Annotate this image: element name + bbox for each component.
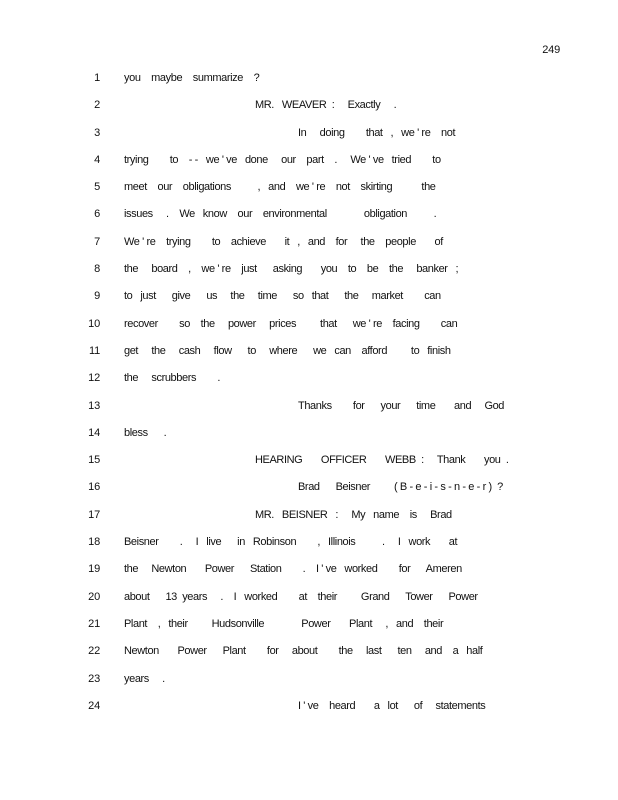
- line-number: 19: [88, 563, 100, 576]
- line-text: get the cash flow to where we can afford to finish: [124, 344, 451, 357]
- line-number: 24: [88, 699, 100, 712]
- line-text: Plant , their Hudsonville Power Plant , and their: [124, 617, 444, 630]
- line-number: 13: [88, 399, 100, 412]
- line-number: 22: [88, 645, 100, 658]
- transcript-line: [0, 287, 618, 314]
- line-text: Newton Power Plant for about the last ten and a half: [124, 645, 483, 658]
- line-number: 8: [94, 263, 100, 276]
- transcript-line: [0, 178, 618, 205]
- line-number: 7: [94, 235, 100, 248]
- transcript-line: [0, 560, 618, 587]
- transcript-line: [0, 315, 618, 342]
- line-number: 20: [88, 590, 100, 603]
- line-text: I ' ve heard a lot of statements: [298, 699, 486, 712]
- line-text: the scrubbers .: [124, 372, 220, 385]
- line-number: 21: [88, 617, 100, 630]
- line-number: 2: [94, 99, 100, 112]
- line-text: Brad Beisner ( B - e - i - s - n - e - r ) ?: [298, 481, 503, 494]
- transcript-line: [0, 697, 618, 724]
- transcript-line: [0, 369, 618, 396]
- line-text: about 13 years . I worked at their Grand Tower Power: [124, 590, 478, 603]
- transcript-line: [0, 670, 618, 697]
- line-text: We ' re trying to achieve it , and for the people of: [124, 235, 443, 248]
- transcript-line: [0, 124, 618, 151]
- line-number: 18: [88, 536, 100, 549]
- transcript-line: [0, 506, 618, 533]
- line-number: 23: [88, 672, 100, 685]
- line-number: 17: [88, 508, 100, 521]
- line-text: the Newton Power Station . I ' ve worked for Ameren: [124, 563, 462, 576]
- transcript-line: [0, 342, 618, 369]
- line-text: Beisner . I live in Robinson , Illinois . I work at: [124, 536, 458, 549]
- transcript-line: [0, 205, 618, 232]
- line-text: issues . We know our environmental obligation .: [124, 208, 437, 221]
- transcript-line: [0, 424, 618, 451]
- line-text: meet our obligations , and we ' re not skirting the: [124, 181, 436, 194]
- line-number: 6: [94, 208, 100, 221]
- transcript-line: [0, 588, 618, 615]
- line-text: MR. BEISNER : My name is Brad: [255, 508, 452, 521]
- line-text: trying to - - we ' ve done our part . We ' ve tried to: [124, 153, 441, 166]
- page-number: 249: [542, 44, 560, 56]
- transcript-line: [0, 260, 618, 287]
- transcript-line: [0, 69, 618, 96]
- transcript-line: [0, 151, 618, 178]
- transcript-line: [0, 96, 618, 123]
- line-text: the board , we ' re just asking you to be the banker ;: [124, 263, 459, 276]
- transcript-line: [0, 451, 618, 478]
- line-number: 5: [94, 181, 100, 194]
- line-number: 15: [88, 454, 100, 467]
- transcript-line: [0, 615, 618, 642]
- line-number: 1: [94, 72, 100, 84]
- line-number: 10: [88, 317, 100, 330]
- line-number: 3: [94, 126, 100, 139]
- line-text: to just give us the time so that the market can: [124, 290, 441, 303]
- transcript-line: [0, 233, 618, 260]
- line-text: Thanks for your time and God: [298, 399, 505, 412]
- line-text: MR. WEAVER : Exactly .: [255, 99, 397, 112]
- line-number: 4: [94, 153, 100, 166]
- line-text: recover so the power prices that we ' re facing can: [124, 317, 458, 330]
- line-number: 16: [88, 481, 100, 494]
- line-text: bless .: [124, 426, 167, 439]
- line-number: 14: [88, 426, 100, 439]
- transcript-lines: [0, 69, 618, 724]
- line-text: years .: [124, 672, 165, 685]
- transcript-line: [0, 397, 618, 424]
- line-text: In doing that , we ' re not: [298, 126, 456, 139]
- line-number: 9: [94, 290, 100, 303]
- line-number: 11: [88, 344, 100, 357]
- line-number: 12: [88, 372, 100, 385]
- line-text: HEARING OFFICER WEBB : Thank you .: [255, 454, 509, 467]
- transcript-line: [0, 533, 618, 560]
- line-text: you maybe summarize ?: [124, 72, 260, 84]
- transcript-line: [0, 642, 618, 669]
- transcript-line: [0, 478, 618, 505]
